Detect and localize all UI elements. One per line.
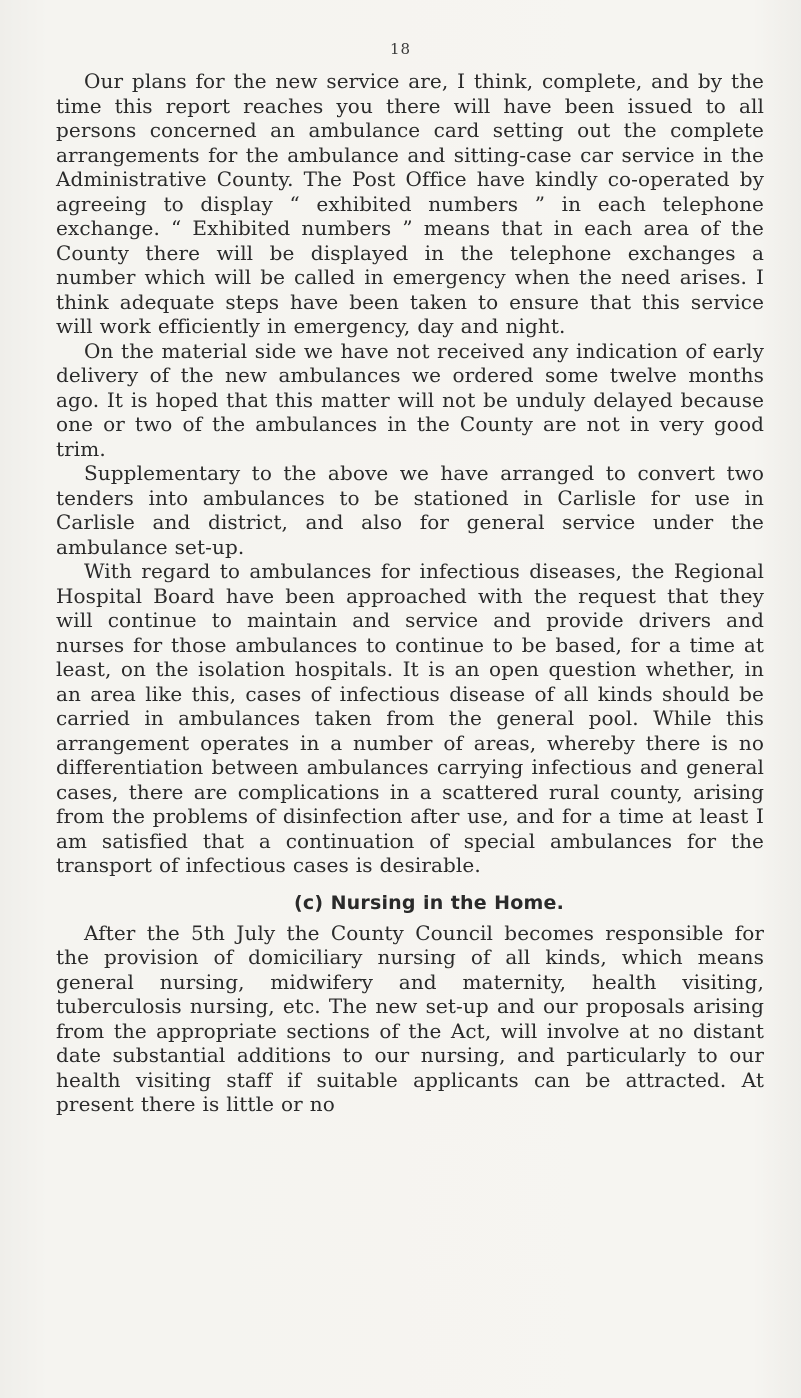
paragraph-new-ambulances: On the material side we have not received any indication of early delivery of the new ambulances we ordered some twelve months ago. It is hoped that this matter will not be unduly delayed because one or two of the ambulances in the County are not in very good trim. bbox=[56, 338, 764, 461]
paragraph-post-office-arrangements: Our plans for the new service are, I think, complete, and by the time this report reaches you there will have been issued to all persons concerned an ambulance card setting out the complete arrangements for the ambulance and sitting-case car service in the Administrative County. The Post Office have kindly co-operated by agreeing to display “ exhibited numbers ” in each telephone exchange. “ Exhibited numbers ” means that in each area of the County there will be displayed in the telephone exchanges a number which will be called in emergency when the need arises. I think adequate steps have been taken to ensure that this service will work efficiently in emergency, day and night. bbox=[56, 69, 764, 338]
body-text bbox=[56, 69, 764, 1117]
paragraph-domiciliary-nursing: After the 5th July the County Council becomes responsible for the provision of domiciliary nursing of all kinds, which means general nursing, midwifery and maternity, health visiting, tuberculosis nursing, etc. The new set-up and our proposals arising from the appropriate sections of the Act, will involve at no distant date substantial additions to our nursing, and particularly to our health visiting staff if suitable applicants can be attracted. At present there is little or no bbox=[56, 920, 764, 1116]
paragraph-convert-tenders: Supplementary to the above we have arranged to convert two tenders into ambulances to be stationed in Carlisle for use in Carlisle and district, and also for general service under the ambulance set-up. bbox=[56, 461, 764, 559]
section-heading-nursing bbox=[56, 891, 764, 915]
section-title: Nursing in the Home. bbox=[330, 891, 565, 914]
page-number: 18 bbox=[389, 40, 412, 58]
paragraph-infectious-diseases: With regard to ambulances for infectious diseases, the Regional Hospital Board have been approached with the request that they will continue to maintain and service and provide drivers and nurses for those ambulances to continue to be based, for a time at least, on the isolation hospitals. It is an open question whether, in an area like this, cases of infectious disease of all kinds should be carried in ambulances taken from the general pool. While this arrangement operates in a number of areas, whereby there is no differentiation between ambulances carrying infectious and general cases, there are complications in a scattered rural county, arising from the problems of disinfection after use, and for a time at least I am satisfied that a continuation of special ambulances for the transport of infectious cases is desirable. bbox=[56, 559, 764, 877]
section-marker: (c) bbox=[294, 891, 324, 914]
